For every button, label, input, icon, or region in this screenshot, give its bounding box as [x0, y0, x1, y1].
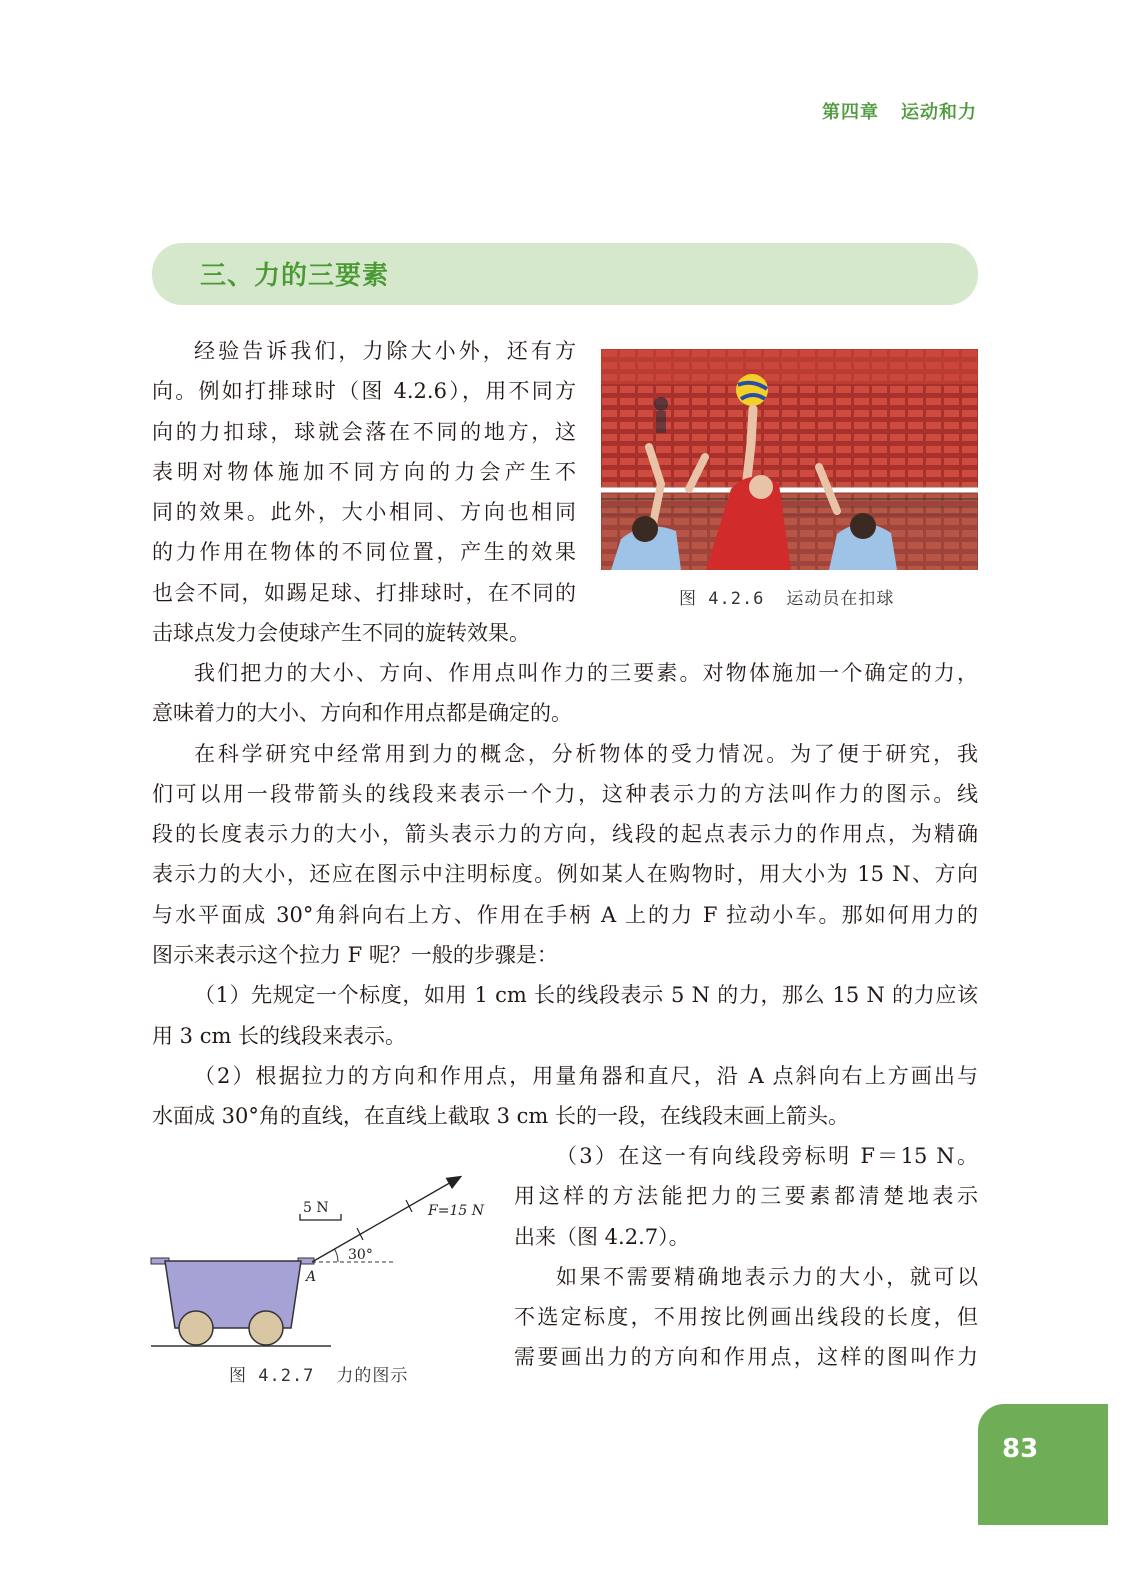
figure-4-2-6-caption	[679, 584, 894, 609]
text-line: 用这样的方法能把力的三要素都清楚地表示	[514, 1184, 978, 1209]
text-line: 向的力扣球，球就会落在不同的地方，这	[152, 419, 576, 444]
side-paragraphs	[514, 1136, 978, 1378]
text-line: 水面成 30°角的直线，在直线上截取 3 cm 长的一段，在线段末画上箭头。	[152, 1104, 849, 1129]
section-title: 三、力的三要素	[200, 261, 390, 291]
text-line: 同的效果。此外，大小相同、方向也相同	[152, 500, 576, 525]
text-line: 与水平面成 30°角斜向右上方、作用在手柄 A 上的力 F 拉动小车。那如何用力的	[152, 902, 978, 927]
page-number-tab	[978, 1404, 1108, 1525]
scale-label: 5 N	[303, 1200, 329, 1216]
figure-title: 运动员在扣球	[786, 589, 895, 609]
section-bar	[152, 243, 978, 305]
figure-number: 图 4.2.7	[229, 1366, 315, 1386]
text-line: 经验告诉我们，力除大小外，还有方	[194, 339, 576, 363]
text-line: 段的长度表示力的大小，箭头表示力的方向，线段的起点表示力的作用点，为精确	[152, 822, 978, 847]
volleyball-photo-illustration	[601, 349, 978, 570]
text-line: 我们把力的大小、方向、作用点叫作力的三要素。对物体施加一个确定的力，	[194, 661, 978, 685]
text-line: 向。例如打排球时（图 4.2.6），用不同方	[152, 379, 576, 404]
text-line: 们可以用一段带箭头的线段来表示一个力，这种表示力的方法叫作力的图示。线	[152, 781, 978, 806]
text-line: 意味着力的大小、方向和作用点都是确定的。	[152, 701, 572, 726]
text-line: 用 3 cm 长的线段来表示。	[152, 1023, 407, 1048]
cart-force-diagram	[148, 1168, 488, 1353]
text-line: （1）先规定一个标度，如用 1 cm 长的线段表示 5 N 的力，那么 15 N 的力应该	[194, 983, 978, 1008]
angle-arc	[335, 1249, 339, 1262]
chapter-header	[822, 98, 977, 124]
cart-wheel-left	[179, 1311, 213, 1345]
text-line: 在科学研究中经常用到力的概念，分析物体的受力情况。为了便于研究，我	[194, 741, 978, 766]
page-number: 83	[1002, 1434, 1039, 1464]
point-a-label: A	[306, 1269, 317, 1285]
tick-1	[357, 1228, 363, 1240]
text-line: 表示力的大小，还应在图示中注明标度。例如某人在购物时，用大小为 15 N、方向	[152, 862, 978, 887]
body-paragraphs	[152, 653, 978, 1137]
text-line: （2）根据拉力的方向和作用点，用量角器和直尺，沿 A 点斜向右上方画出与	[194, 1063, 978, 1088]
text-line: 击球点发力会使球产生不同的旋转效果。	[152, 621, 530, 646]
text-line: 需要画出力的方向和作用点，这样的图叫作力	[514, 1345, 978, 1370]
angle-label: 30°	[348, 1247, 373, 1263]
volleyball-photo	[601, 349, 978, 570]
text-line: 表明对物体施加不同方向的力会产生不	[152, 459, 576, 484]
text-line: 出来（图 4.2.7）。	[514, 1224, 690, 1249]
tick-2	[406, 1200, 412, 1212]
cart-force-diagram-svg	[148, 1168, 488, 1353]
text-line: 如果不需要精确地表示力的大小，就可以	[556, 1264, 978, 1289]
chapter-number: 第四章	[822, 102, 879, 123]
figure-number: 图 4.2.6	[679, 589, 765, 609]
text-line: 也会不同，如踢足球、打排球时，在不同的	[152, 580, 576, 605]
figure-4-2-7-caption	[229, 1361, 408, 1386]
intro-paragraph	[152, 331, 576, 653]
text-line: （3）在这一有向线段旁标明 F＝15 N。	[556, 1144, 978, 1168]
text-line: 的力作用在物体的不同位置，产生的效果	[152, 540, 576, 565]
chapter-title: 运动和力	[901, 102, 977, 123]
text-line: 不选定标度，不用按比例画出线段的长度，但	[514, 1305, 978, 1330]
text-line: 图示来表示这个拉力 F 呢？一般的步骤是：	[152, 943, 558, 968]
figure-title: 力的图示	[336, 1366, 409, 1386]
force-label: F=15 N	[428, 1203, 484, 1219]
cart-wheel-right	[249, 1311, 283, 1345]
